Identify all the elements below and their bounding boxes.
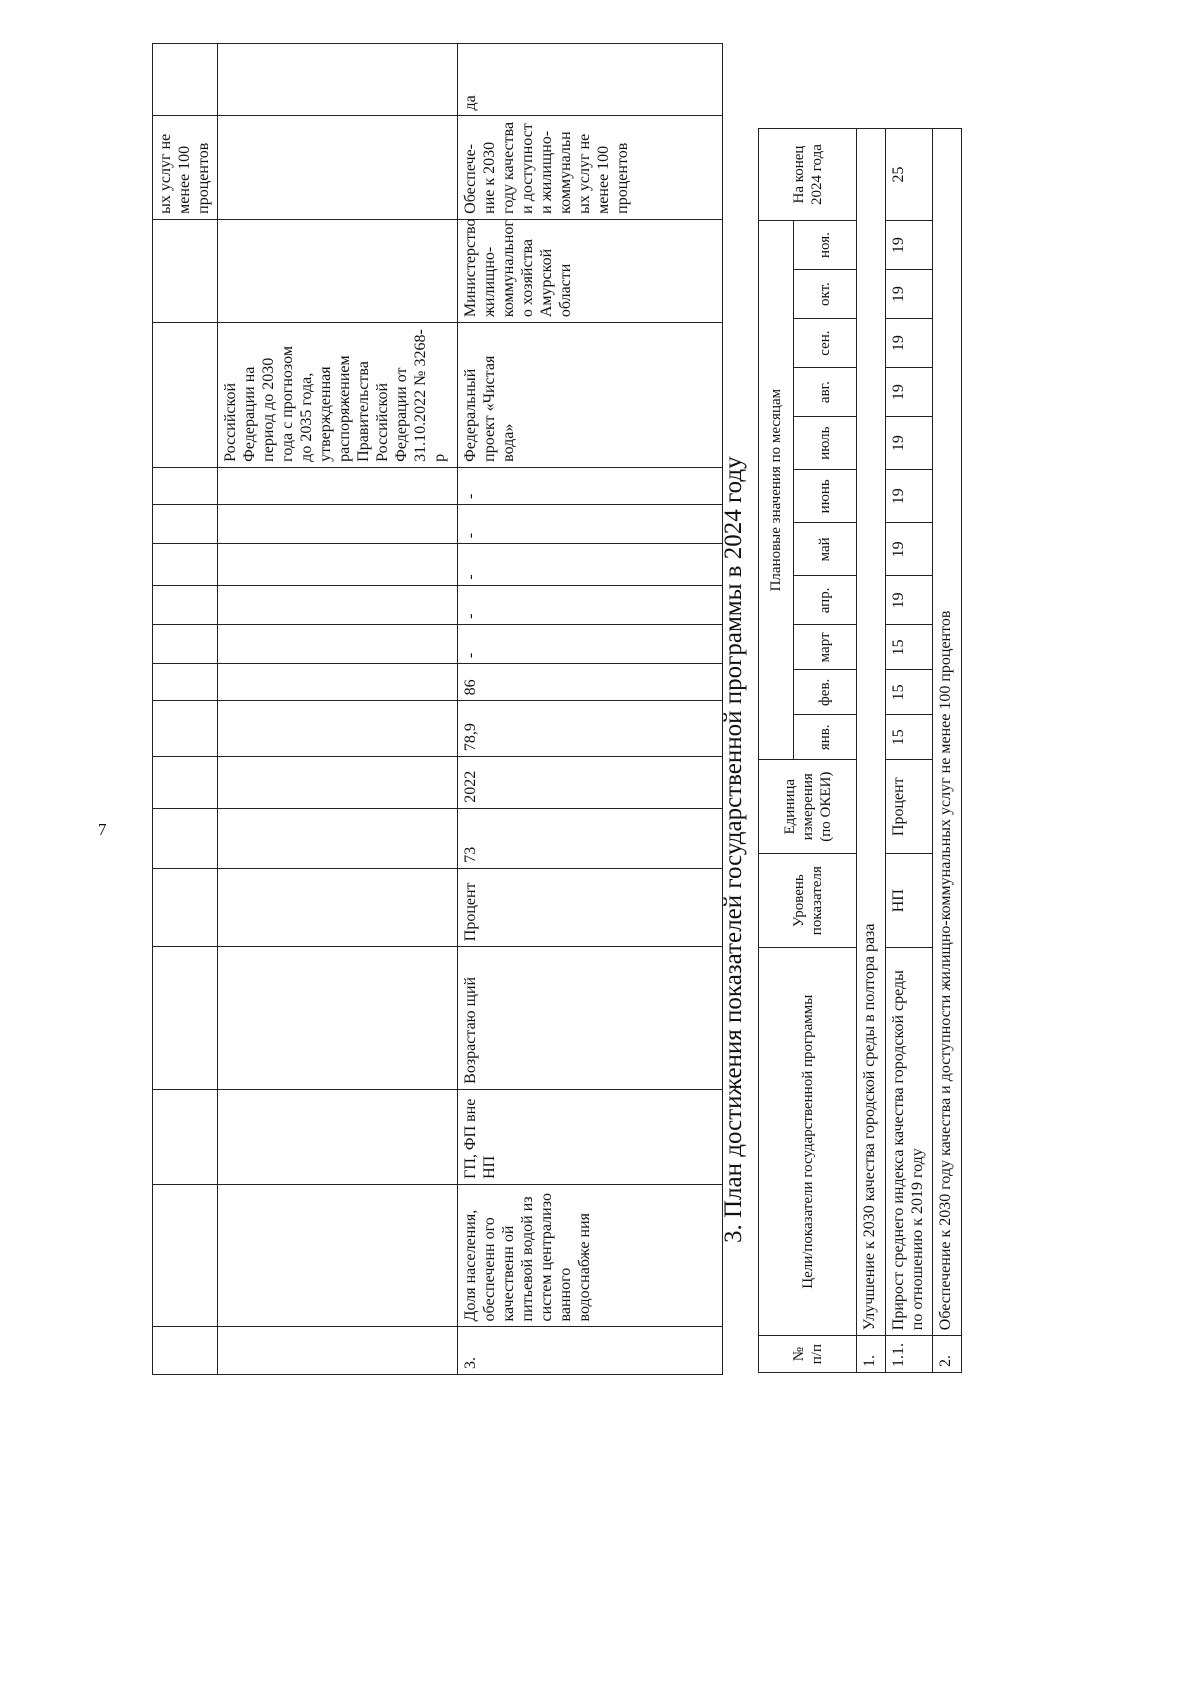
header-month: май [794,523,857,576]
cell-empty [153,624,218,663]
cell-empty [153,544,218,585]
cell-responsible: Министерство жилищно- коммунальног о хозяйства Амурской области [458,219,723,322]
cell-empty [218,505,458,544]
cell-empty [153,585,218,624]
cell-value: - [458,467,723,504]
cell-value: - [458,544,723,585]
cell-end-value: 25 [886,129,933,221]
cell-empty [153,1327,218,1375]
cell-gis: да [458,44,723,116]
header-num: № п/п [759,1336,857,1373]
cell-section-text: Улучшение к 2030 качества городской среды в полтора раза [857,129,886,1336]
cell-value: - [458,624,723,663]
cell-empty [218,947,458,1090]
cell-empty [218,544,458,585]
header-goals: Цели/показатели государственной программы [759,948,857,1336]
cell-goal-link-top: ых услуг не менее 100 процентов [153,116,218,219]
table-row [218,44,458,1375]
header-month: янв. [794,715,857,760]
cell-value: - [458,505,723,544]
cell-goal-link: Обеспече- ние к 2030 году качества и доступност и жилищно- коммунальн ых услуг не менее 100 процентов [458,116,723,219]
cell-month-value: 19 [886,523,933,576]
cell-month-value: 19 [886,319,933,368]
header-month: июль [794,417,857,470]
cell-empty [218,1327,458,1375]
cell-strategy-doc: Российской Федерации на период до 2030 года с прогнозом до 2035 года, утвержденная распоряжением Правительства Российской Федерации от 31.10.2022 № 3268-р [218,323,458,468]
header-level: Уровень показателя [759,854,857,948]
section-row [857,129,886,1373]
cell-empty [218,585,458,624]
cell-empty [153,664,218,701]
table-row [458,44,723,1375]
cell-num: 3. [458,1327,723,1375]
cell-empty [218,868,458,947]
header-month: авг. [794,368,857,417]
cell-month-value: 19 [886,368,933,417]
cell-empty [153,1089,218,1184]
cell-level: НП [886,854,933,948]
cell-empty [153,1184,218,1327]
cell-empty [218,664,458,701]
cell-month-value: 19 [886,470,933,523]
cell-base-year: 2022 [458,757,723,809]
header-plan: Плановые значения по месяцам [759,221,794,760]
cell-empty [218,44,458,116]
cell-num: 1.1. [886,1336,933,1373]
cell-empty [153,701,218,757]
cell-empty [153,947,218,1090]
cell-empty [218,808,458,868]
cell-value: - [458,585,723,624]
cell-unit: Процент [458,868,723,947]
cell-empty [153,44,218,116]
header-month: март [794,625,857,670]
header-end: На конец 2024 года [759,129,857,221]
cell-month-value: 19 [886,417,933,470]
table-header-row [759,129,794,1373]
cell-value: 78,9 [458,701,723,757]
cell-empty [153,219,218,322]
indicators-table-continuation [152,43,723,1375]
cell-document: Федеральный проект «Чистая вода» [458,323,723,468]
page-number: 7 [98,820,107,839]
cell-empty [218,624,458,663]
cell-empty [153,757,218,809]
cell-month-value: 19 [886,221,933,270]
cell-month-value: 15 [886,670,933,715]
cell-num: 2. [933,1336,962,1373]
cell-num: 1. [857,1336,886,1373]
cell-month-value: 15 [886,715,933,760]
cell-section-text: Обеспечение к 2030 году качества и доступности жилищно-коммунальных услуг не менее 100 процентов [933,129,962,1336]
header-unit: Единица измерения (по ОКЕИ) [759,760,857,854]
cell-level: ГП, ФП вне НП [458,1089,723,1184]
cell-empty [218,116,458,219]
cell-empty [153,808,218,868]
plan-table [758,128,962,1373]
header-month: сен. [794,319,857,368]
cell-base-value: 73 [458,808,723,868]
header-month: фев. [794,670,857,715]
table-row [153,44,218,1375]
cell-empty [218,219,458,322]
cell-empty [218,1089,458,1184]
cell-empty [153,505,218,544]
cell-empty [153,323,218,468]
section-heading: 3. План достижения показателей государственной программы в 2024 году [720,456,747,1243]
header-month: окт. [794,270,857,319]
cell-empty [218,1184,458,1327]
cell-empty [153,467,218,504]
cell-month-value: 19 [886,270,933,319]
cell-month-value: 19 [886,576,933,625]
header-month: ноя. [794,221,857,270]
cell-value: 86 [458,664,723,701]
cell-indicator-name: Доля населения, обеспеченн ого качественн ой питьевой водой из систем централизо ванного водоснабже ния [458,1184,723,1327]
cell-month-value: 15 [886,625,933,670]
header-month: июнь [794,470,857,523]
cell-indicator-name: Прирост среднего индекса качества городской среды по отношению к 2019 году [886,948,933,1336]
cell-empty [218,701,458,757]
cell-trend: Возрастаю щий [458,947,723,1090]
plan-table-wrapper [758,128,962,1373]
cell-empty [218,467,458,504]
section-row [933,129,962,1373]
cell-empty [218,757,458,809]
cell-unit: Процент [886,760,933,854]
indicators-table [152,43,723,1375]
table-row [886,129,933,1373]
cell-empty [153,868,218,947]
header-month: апр. [794,576,857,625]
